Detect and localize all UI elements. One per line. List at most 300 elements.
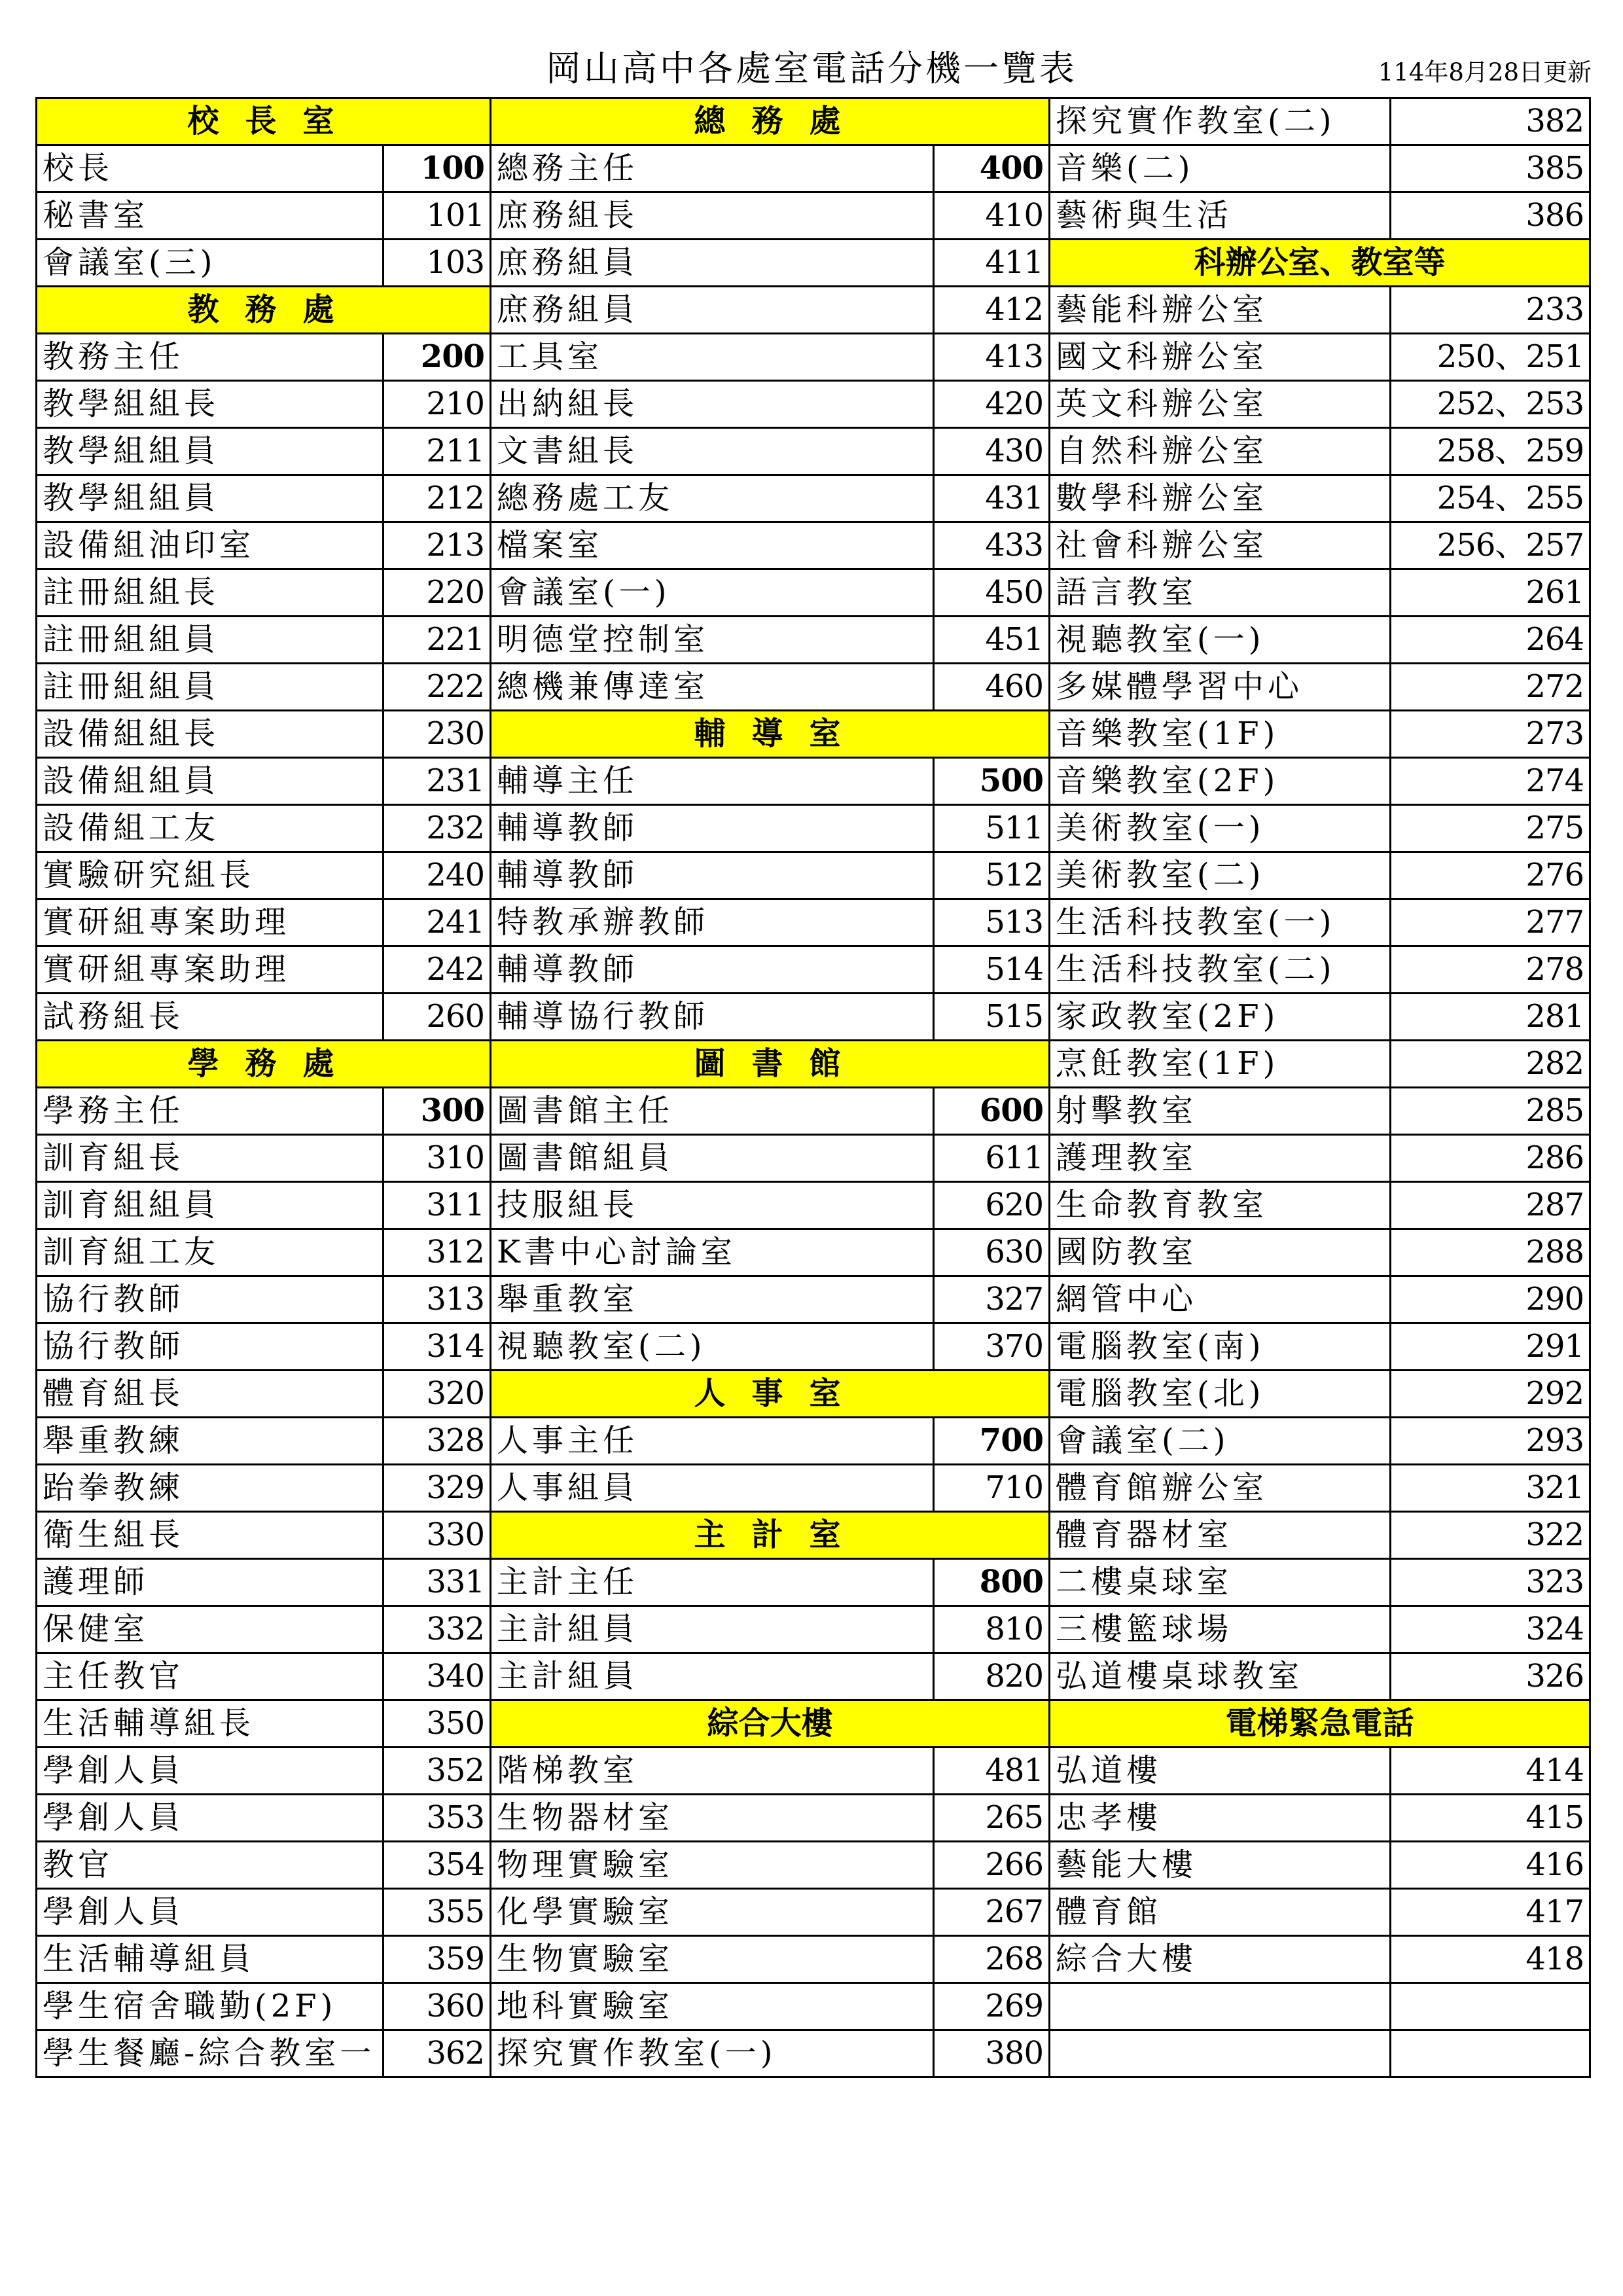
table-row	[491, 428, 1050, 475]
section-header-row	[491, 1700, 1050, 1748]
table-row	[1050, 1323, 1590, 1371]
extension-number: 260	[383, 994, 491, 1041]
office-name: 輔導協行教師	[491, 994, 934, 1041]
office-name: 總機兼傳達室	[491, 664, 934, 711]
office-name: 體育館辦公室	[1050, 1465, 1391, 1512]
office-name: 庶務組員	[491, 287, 934, 334]
extension-number: 327	[934, 1276, 1050, 1323]
section-header-row	[491, 711, 1050, 758]
extension-number: 400	[934, 145, 1050, 192]
extension-number: 268	[934, 1936, 1050, 1983]
office-name: 綜合大樓	[1050, 1936, 1391, 1983]
table-row	[491, 852, 1050, 899]
extension-number: 200	[383, 334, 491, 381]
extension-number: 264	[1391, 617, 1590, 664]
table-row	[491, 1748, 1050, 1795]
office-name: 教務主任	[37, 334, 383, 381]
office-name: 輔導主任	[491, 758, 934, 805]
extension-number: 330	[383, 1512, 491, 1559]
office-name: 訓育組長	[37, 1135, 383, 1182]
table-row	[1050, 1465, 1590, 1512]
extension-number: 261	[1391, 569, 1590, 617]
office-name: 跆拳教練	[37, 1465, 383, 1512]
extension-number: 416	[1391, 1842, 1590, 1889]
office-name: 會議室(二)	[1050, 1418, 1391, 1465]
extension-number: 450	[934, 569, 1050, 617]
extension-number: 213	[383, 522, 491, 569]
office-name: 學生餐廳-綜合教室一	[37, 2030, 383, 2077]
extension-number: 329	[383, 1465, 491, 1512]
table-row	[1050, 758, 1590, 805]
extension-number: 415	[1391, 1795, 1590, 1842]
extension-number: 433	[934, 522, 1050, 569]
extension-number: 312	[383, 1229, 491, 1276]
section-header-row	[37, 1041, 491, 1088]
office-name: 訓育組工友	[37, 1229, 383, 1276]
extension-number: 418	[1391, 1936, 1590, 1983]
table-row	[1050, 1936, 1590, 1983]
extension-number: 352	[383, 1748, 491, 1795]
column-left	[35, 97, 491, 2078]
table-row	[37, 1323, 491, 1371]
office-name: 語言教室	[1050, 569, 1391, 617]
extension-number: 103	[383, 240, 491, 287]
office-name: 註冊組組員	[37, 664, 383, 711]
extension-number: 293	[1391, 1418, 1590, 1465]
section-header-row	[491, 1371, 1050, 1418]
table-row	[37, 1465, 491, 1512]
table-row	[1050, 1795, 1590, 1842]
office-name: 舉重教室	[491, 1276, 934, 1323]
extension-number: 417	[1391, 1889, 1590, 1936]
office-name: 主計主任	[491, 1559, 934, 1606]
extension-number: 290	[1391, 1276, 1590, 1323]
table-row	[1050, 1889, 1590, 1936]
column-right	[1048, 97, 1591, 2078]
table-row	[1050, 1418, 1590, 1465]
extension-number: 810	[934, 1606, 1050, 1653]
table-row	[37, 805, 491, 852]
office-name: 學創人員	[37, 1795, 383, 1842]
table-row	[37, 1842, 491, 1889]
extension-number: 272	[1391, 664, 1590, 711]
extension-number: 256、257	[1391, 522, 1590, 569]
table-row	[37, 192, 491, 240]
extension-number: 258、259	[1391, 428, 1590, 475]
office-name: 註冊組組長	[37, 569, 383, 617]
office-name: 校長	[37, 145, 383, 192]
office-name: 人事組員	[491, 1465, 934, 1512]
extension-number: 266	[934, 1842, 1050, 1889]
extension-number: 500	[934, 758, 1050, 805]
extension-number: 385	[1391, 145, 1590, 192]
table-row	[37, 2030, 491, 2077]
extension-number: 413	[934, 334, 1050, 381]
table-row	[1050, 805, 1590, 852]
office-name: 主任教官	[37, 1653, 383, 1700]
table-row	[491, 1795, 1050, 1842]
table-row	[1050, 381, 1590, 428]
table-row	[37, 617, 491, 664]
extension-number: 382	[1391, 98, 1590, 145]
extension-number: 513	[934, 899, 1050, 946]
table-row	[37, 1512, 491, 1559]
office-name: 舉重教練	[37, 1418, 383, 1465]
table-row	[37, 1088, 491, 1135]
extension-number: 281	[1391, 994, 1590, 1041]
office-name: 教官	[37, 1842, 383, 1889]
office-name: 家政教室(2F)	[1050, 994, 1391, 1041]
table-row	[491, 1229, 1050, 1276]
office-name: 數學科辦公室	[1050, 475, 1391, 522]
extension-number: 288	[1391, 1229, 1590, 1276]
extension-number: 277	[1391, 899, 1590, 946]
extension-number: 380	[934, 2030, 1050, 2077]
table-row	[491, 805, 1050, 852]
office-name: 音樂(二)	[1050, 145, 1391, 192]
extension-number: 230	[383, 711, 491, 758]
office-name: 學創人員	[37, 1889, 383, 1936]
table-row	[1050, 522, 1590, 569]
extension-number: 800	[934, 1559, 1050, 1606]
extension-number: 282	[1391, 1041, 1590, 1088]
office-name: 弘道樓桌球教室	[1050, 1653, 1391, 1700]
table-row	[37, 334, 491, 381]
section-header-row	[37, 98, 491, 145]
extension-number: 359	[383, 1936, 491, 1983]
section-header: 教務處	[37, 287, 491, 334]
office-name: 實研組專案助理	[37, 946, 383, 994]
extension-number: 340	[383, 1653, 491, 1700]
table-row	[37, 1418, 491, 1465]
extension-number	[1391, 1983, 1590, 2030]
extension-number: 350	[383, 1700, 491, 1748]
table-row	[1050, 1135, 1590, 1182]
office-name: 音樂教室(1F)	[1050, 711, 1391, 758]
extension-number: 265	[934, 1795, 1050, 1842]
extension-number: 412	[934, 287, 1050, 334]
table-row	[491, 758, 1050, 805]
office-name: 會議室(一)	[491, 569, 934, 617]
office-name: 射擊教室	[1050, 1088, 1391, 1135]
extension-number: 252、253	[1391, 381, 1590, 428]
extension-number: 512	[934, 852, 1050, 899]
extension-number: 286	[1391, 1135, 1590, 1182]
office-name: 註冊組組員	[37, 617, 383, 664]
office-name: 協行教師	[37, 1323, 383, 1371]
table-row	[491, 1323, 1050, 1371]
extension-number: 370	[934, 1323, 1050, 1371]
extension-number: 278	[1391, 946, 1590, 994]
office-name: 體育館	[1050, 1889, 1391, 1936]
table-row	[37, 1889, 491, 1936]
office-name: 實驗研究組長	[37, 852, 383, 899]
extension-number: 420	[934, 381, 1050, 428]
table-row	[1050, 1276, 1590, 1323]
extension-number: 100	[383, 145, 491, 192]
office-name: 設備組組長	[37, 711, 383, 758]
extension-number: 241	[383, 899, 491, 946]
table-row	[1050, 145, 1590, 192]
table-row	[37, 475, 491, 522]
table-row	[491, 664, 1050, 711]
extension-number: 414	[1391, 1748, 1590, 1795]
office-name: 圖書館主任	[491, 1088, 934, 1135]
extension-number: 267	[934, 1889, 1050, 1936]
office-name: 設備組工友	[37, 805, 383, 852]
table-row	[37, 522, 491, 569]
office-name: 探究實作教室(二)	[1050, 98, 1391, 145]
table-row	[1050, 1182, 1590, 1229]
office-name: 護理教室	[1050, 1135, 1391, 1182]
extension-number: 710	[934, 1465, 1050, 1512]
office-name: 體育組長	[37, 1371, 383, 1418]
office-name: 多媒體學習中心	[1050, 664, 1391, 711]
office-name: 地科實驗室	[491, 1983, 934, 2030]
section-header: 科辦公室、教室等	[1050, 240, 1590, 287]
table-row	[491, 1418, 1050, 1465]
section-header: 總務處	[491, 98, 1050, 145]
office-name	[1050, 1983, 1391, 2030]
extension-number: 210	[383, 381, 491, 428]
office-name: 學生宿舍職勤(2F)	[37, 1983, 383, 2030]
table-row	[37, 994, 491, 1041]
extension-number: 820	[934, 1653, 1050, 1700]
office-name: 物理實驗室	[491, 1842, 934, 1889]
office-name: 技服組長	[491, 1182, 934, 1229]
extension-table	[35, 97, 491, 2078]
extension-number: 328	[383, 1418, 491, 1465]
office-name: 庶務組員	[491, 240, 934, 287]
extension-number: 291	[1391, 1323, 1590, 1371]
extension-number: 354	[383, 1842, 491, 1889]
office-name: 階梯教室	[491, 1748, 934, 1795]
table-row	[1050, 711, 1590, 758]
office-name: 輔導教師	[491, 805, 934, 852]
table-row	[1050, 852, 1590, 899]
extension-number: 431	[934, 475, 1050, 522]
table-row	[37, 381, 491, 428]
table-row	[37, 758, 491, 805]
table-row	[37, 1135, 491, 1182]
office-name: 設備組組員	[37, 758, 383, 805]
table-row	[491, 475, 1050, 522]
office-name: 視聽教室(一)	[1050, 617, 1391, 664]
office-name: 音樂教室(2F)	[1050, 758, 1391, 805]
table-row	[1050, 2030, 1590, 2077]
office-name: 生活科技教室(二)	[1050, 946, 1391, 994]
table-row	[37, 1559, 491, 1606]
section-header-row	[491, 1512, 1050, 1559]
table-row	[491, 1983, 1050, 2030]
extension-number: 313	[383, 1276, 491, 1323]
table-row	[1050, 334, 1590, 381]
office-name: 烹飪教室(1F)	[1050, 1041, 1391, 1088]
office-name: 主計組員	[491, 1653, 934, 1700]
office-name: 二樓桌球室	[1050, 1559, 1391, 1606]
table-row	[491, 946, 1050, 994]
table-row	[37, 1936, 491, 1983]
table-row	[1050, 1041, 1590, 1088]
table-row	[491, 1182, 1050, 1229]
extension-number: 275	[1391, 805, 1590, 852]
office-name: 訓育組組員	[37, 1182, 383, 1229]
table-row	[37, 1653, 491, 1700]
office-name: 體育器材室	[1050, 1512, 1391, 1559]
table-row	[37, 946, 491, 994]
extension-number	[1391, 2030, 1590, 2077]
extension-number: 222	[383, 664, 491, 711]
extension-number: 326	[1391, 1653, 1590, 1700]
extension-number: 362	[383, 2030, 491, 2077]
page-title: 岡山高中各處室電話分機一覽表	[546, 48, 1077, 89]
section-header: 校長室	[37, 98, 491, 145]
table-row	[1050, 98, 1590, 145]
extension-table	[1048, 97, 1591, 2078]
table-row	[491, 1135, 1050, 1182]
table-row	[491, 899, 1050, 946]
office-name: 生命教育教室	[1050, 1182, 1391, 1229]
extension-number: 331	[383, 1559, 491, 1606]
extension-number: 321	[1391, 1465, 1590, 1512]
table-row	[1050, 946, 1590, 994]
office-name: 設備組油印室	[37, 522, 383, 569]
extension-number: 481	[934, 1748, 1050, 1795]
table-row	[491, 1889, 1050, 1936]
section-header-row	[491, 1041, 1050, 1088]
table-row	[491, 1088, 1050, 1135]
extension-number: 240	[383, 852, 491, 899]
extension-number: 460	[934, 664, 1050, 711]
table-row	[491, 994, 1050, 1041]
office-name: 庶務組長	[491, 192, 934, 240]
office-name: 生物實驗室	[491, 1936, 934, 1983]
section-header: 人事室	[491, 1371, 1050, 1418]
office-name	[1050, 2030, 1391, 2077]
office-name: 明德堂控制室	[491, 617, 934, 664]
office-name: 國文科辦公室	[1050, 334, 1391, 381]
extension-number: 324	[1391, 1606, 1590, 1653]
extension-number: 273	[1391, 711, 1590, 758]
section-header-row	[1050, 1700, 1590, 1748]
extension-number: 274	[1391, 758, 1590, 805]
office-name: 美術教室(二)	[1050, 852, 1391, 899]
extension-number: 254、255	[1391, 475, 1590, 522]
table-row	[1050, 192, 1590, 240]
table-row	[1050, 1653, 1590, 1700]
table-row	[491, 1842, 1050, 1889]
updated-date: 114年8月28日更新	[1378, 58, 1592, 86]
table-row	[1050, 664, 1590, 711]
office-name: 總務處工友	[491, 475, 934, 522]
table-row	[491, 334, 1050, 381]
office-name: 實研組專案助理	[37, 899, 383, 946]
office-name: 檔案室	[491, 522, 934, 569]
extension-number: 451	[934, 617, 1050, 664]
office-name: 教學組組長	[37, 381, 383, 428]
table-row	[37, 1748, 491, 1795]
section-header: 輔導室	[491, 711, 1050, 758]
section-header-row	[491, 98, 1050, 145]
extension-number: 276	[1391, 852, 1590, 899]
office-name: 會議室(三)	[37, 240, 383, 287]
extension-number: 300	[383, 1088, 491, 1135]
extension-number: 630	[934, 1229, 1050, 1276]
office-name: 主計組員	[491, 1606, 934, 1653]
table-row	[1050, 1088, 1590, 1135]
table-row	[1050, 899, 1590, 946]
office-name: 總務主任	[491, 145, 934, 192]
office-name: 輔導教師	[491, 852, 934, 899]
office-name: 生活輔導組員	[37, 1936, 383, 1983]
office-name: 藝能科辦公室	[1050, 287, 1391, 334]
column-middle	[490, 97, 1050, 2078]
extension-number: 322	[1391, 1512, 1590, 1559]
office-name: 特教承辦教師	[491, 899, 934, 946]
table-row	[37, 569, 491, 617]
extension-number: 311	[383, 1182, 491, 1229]
office-name: 學創人員	[37, 1748, 383, 1795]
table-row	[491, 1936, 1050, 1983]
office-name: 圖書館組員	[491, 1135, 934, 1182]
extension-number: 250、251	[1391, 334, 1590, 381]
office-name: 英文科辦公室	[1050, 381, 1391, 428]
office-name: 衛生組長	[37, 1512, 383, 1559]
extension-number: 620	[934, 1182, 1050, 1229]
office-name: 工具室	[491, 334, 934, 381]
extension-number: 355	[383, 1889, 491, 1936]
table-row	[491, 522, 1050, 569]
extension-number: 233	[1391, 287, 1590, 334]
office-name: 學務主任	[37, 1088, 383, 1135]
office-name: 人事主任	[491, 1418, 934, 1465]
extension-number: 211	[383, 428, 491, 475]
office-name: 出納組長	[491, 381, 934, 428]
office-name: 教學組組員	[37, 475, 383, 522]
table-row	[491, 1606, 1050, 1653]
table-row	[37, 664, 491, 711]
table-row	[1050, 287, 1590, 334]
table-row	[491, 145, 1050, 192]
office-name: 電腦教室(南)	[1050, 1323, 1391, 1371]
table-row	[37, 1371, 491, 1418]
extension-number: 360	[383, 1983, 491, 2030]
section-header: 綜合大樓	[491, 1700, 1050, 1748]
extension-number: 101	[383, 192, 491, 240]
table-row	[37, 145, 491, 192]
table-row	[491, 1653, 1050, 1700]
extension-number: 212	[383, 475, 491, 522]
extension-number: 320	[383, 1371, 491, 1418]
table-row	[1050, 1559, 1590, 1606]
office-name: 電腦教室(北)	[1050, 1371, 1391, 1418]
table-row	[1050, 994, 1590, 1041]
office-name: 探究實作教室(一)	[491, 2030, 934, 2077]
extension-number: 611	[934, 1135, 1050, 1182]
office-name: 保健室	[37, 1606, 383, 1653]
office-name: 試務組長	[37, 994, 383, 1041]
section-header: 電梯緊急電話	[1050, 1700, 1590, 1748]
table-row	[491, 2030, 1050, 2077]
table-row	[37, 428, 491, 475]
table-row	[1050, 1842, 1590, 1889]
table-row	[1050, 428, 1590, 475]
extension-number: 310	[383, 1135, 491, 1182]
table-row	[491, 381, 1050, 428]
extension-number: 220	[383, 569, 491, 617]
table-row	[491, 1559, 1050, 1606]
extension-number: 314	[383, 1323, 491, 1371]
